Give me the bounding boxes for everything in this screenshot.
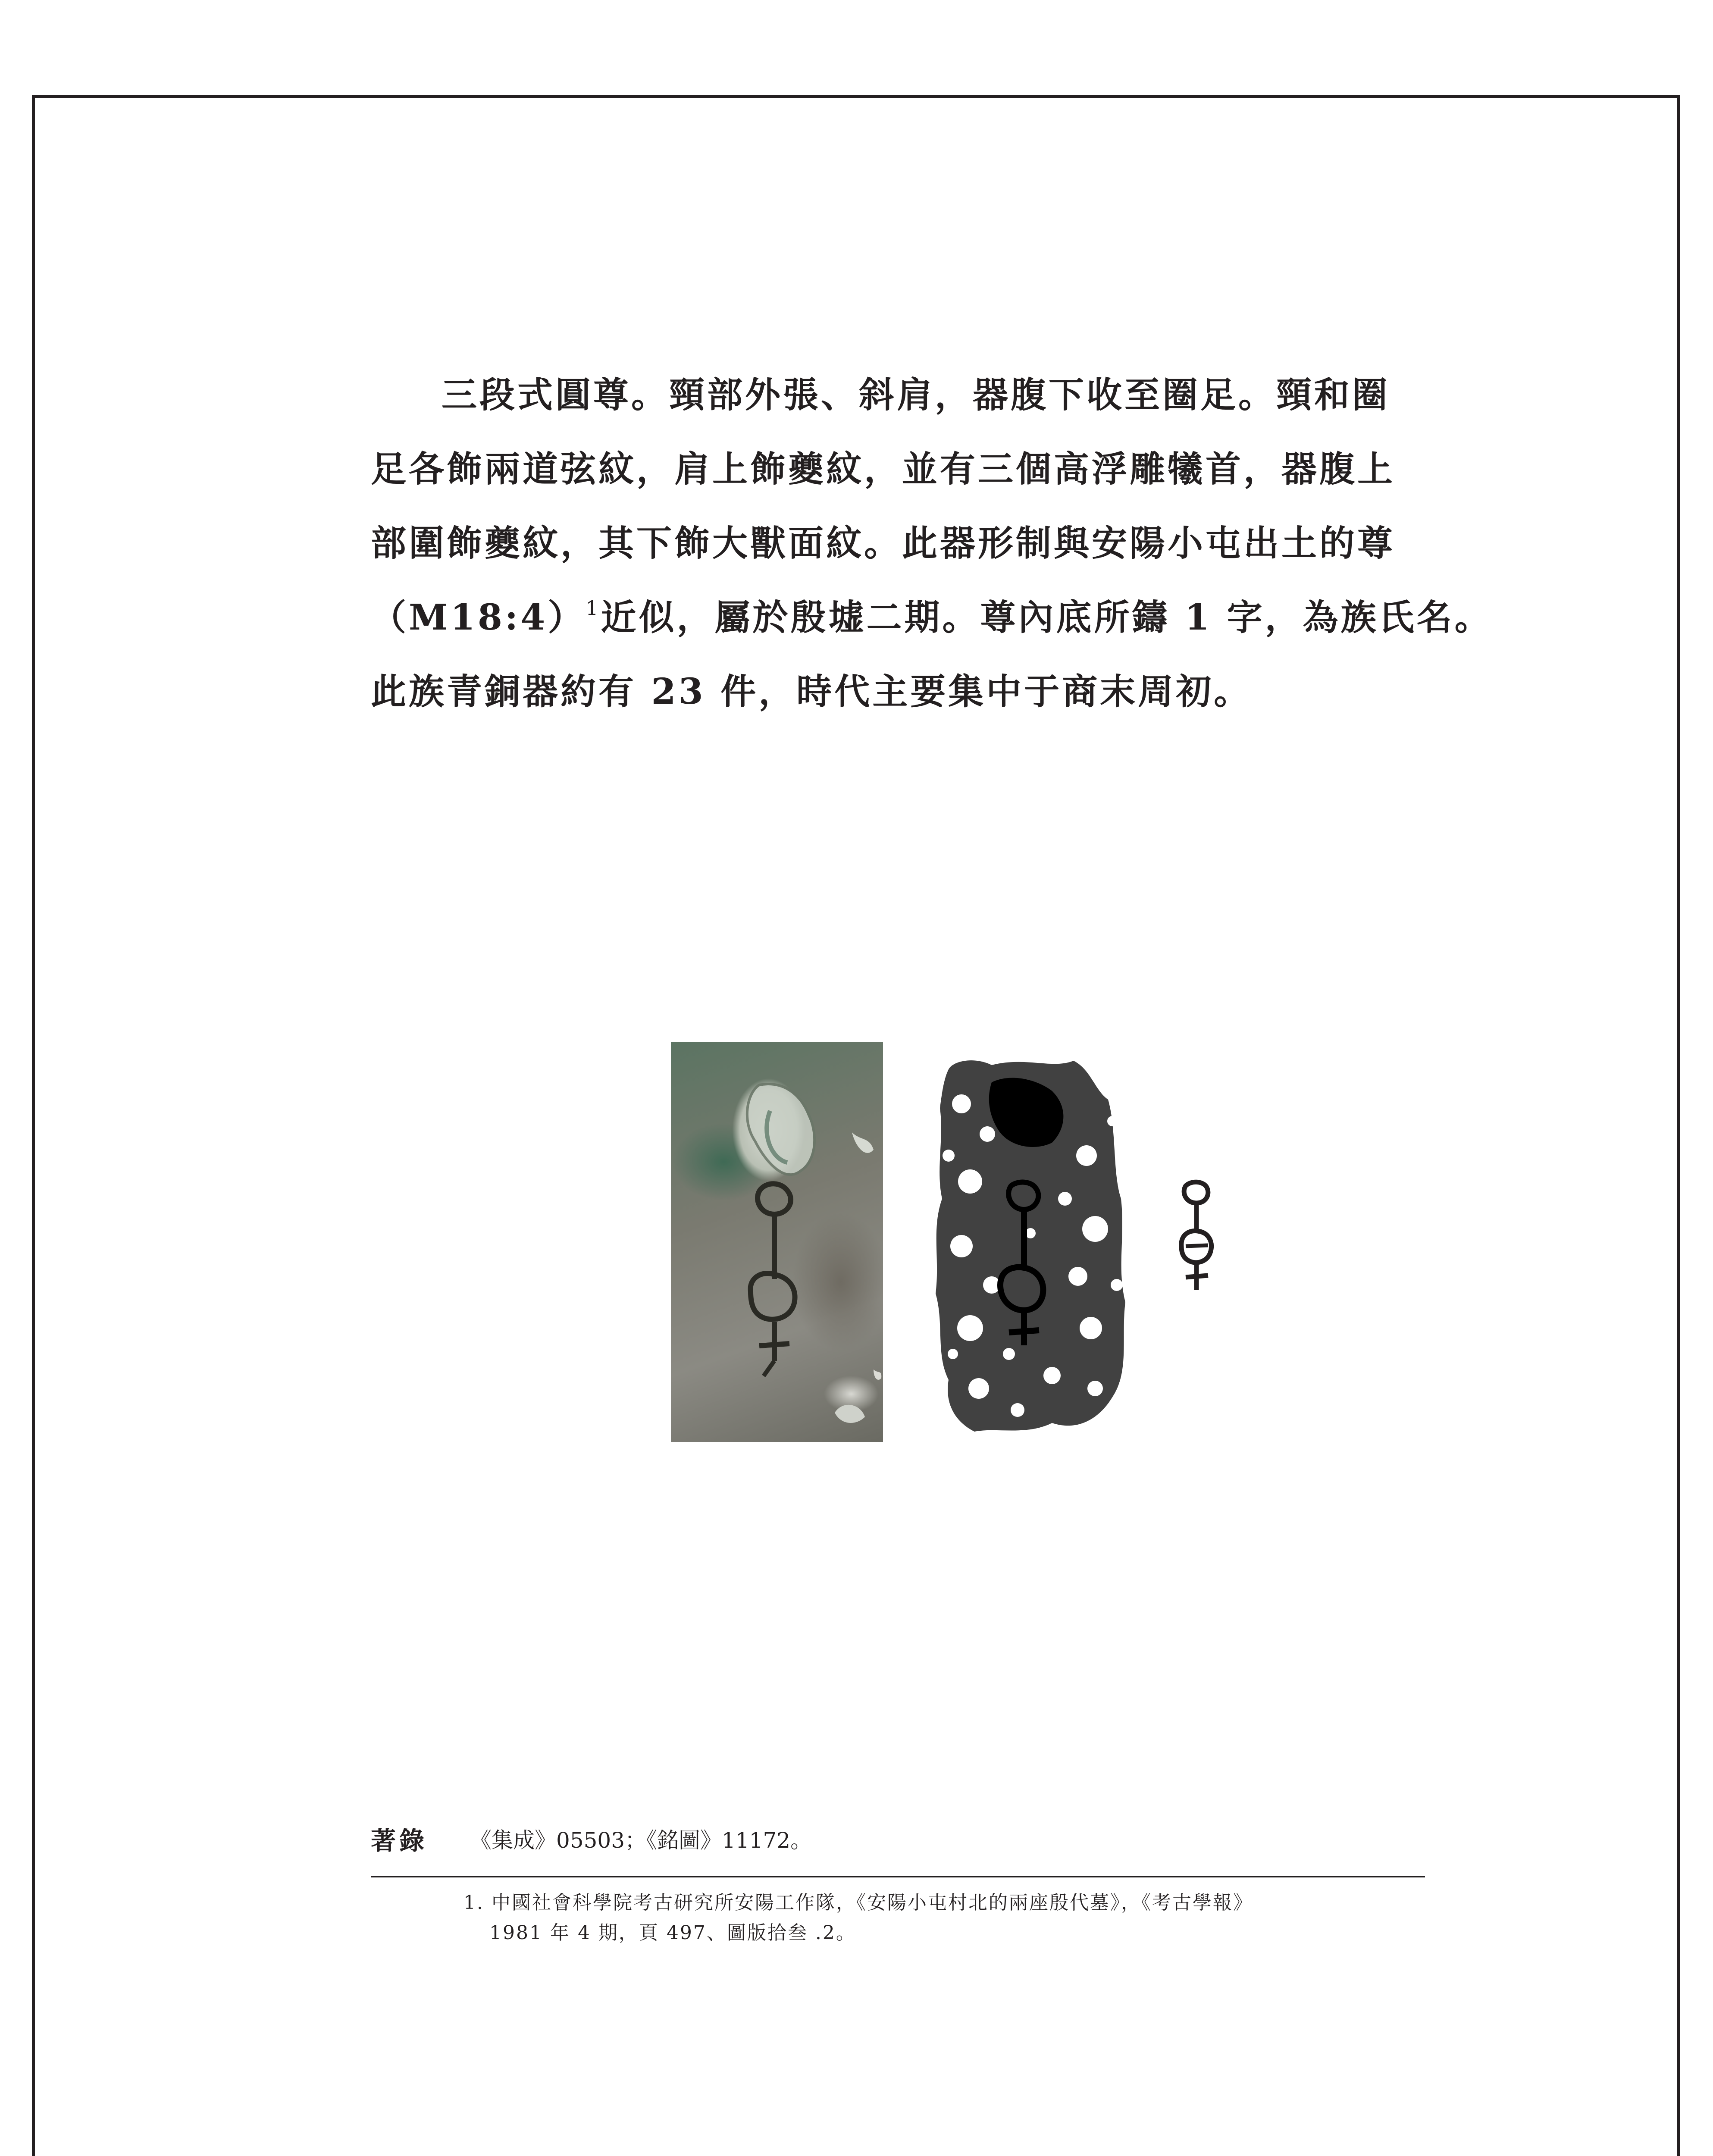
- inscription-rubbing: [923, 1044, 1130, 1440]
- clan-sign-glyph: [1173, 1177, 1220, 1294]
- inscription-photo-detail: [671, 1042, 883, 1442]
- description-line: 部圍飾夔紋，其下飾大獸面紋。此器形制與安陽小屯出土的尊: [371, 523, 1396, 564]
- description-line: 三段式圓尊。頸部外張、斜肩，器腹下收至圈足。頸和圈: [442, 374, 1390, 416]
- clan-sign-glyph-drawing: [1173, 1177, 1220, 1294]
- description-text: 近似，屬於殷墟二期。尊內底所鑄 1 字，為族氏名。: [601, 597, 1493, 638]
- references-value: 《集成》05503；《銘圖》11172。: [470, 1828, 812, 1853]
- footnote-reference[interactable]: 1: [586, 596, 601, 620]
- references-label: 著錄: [371, 1826, 428, 1855]
- footnote: [463, 1888, 1427, 1948]
- footnote-line: 1981 年 4 期，頁 497、圖版拾叁 .2。: [489, 1922, 856, 1944]
- footnote-line: 1. 中國社會科學院考古研究所安陽工作隊，《安陽小屯村北的兩座殷代墓》，《考古學報》: [463, 1892, 1253, 1914]
- footnote-divider: [371, 1876, 1425, 1877]
- description-paragraph: [371, 358, 1493, 729]
- description-line: 此族青銅器約有 23 件，時代主要集中于商末周初。: [371, 671, 1252, 712]
- inscription-rubbing-detail: [923, 1044, 1130, 1440]
- inscription-photo: [671, 1042, 883, 1442]
- specimen-number: （M18:4）: [371, 597, 586, 638]
- description-line: [371, 580, 1493, 655]
- description-line: 足各飾兩道弦紋，肩上飾夔紋，並有三個高浮雕犧首，器腹上: [371, 448, 1396, 490]
